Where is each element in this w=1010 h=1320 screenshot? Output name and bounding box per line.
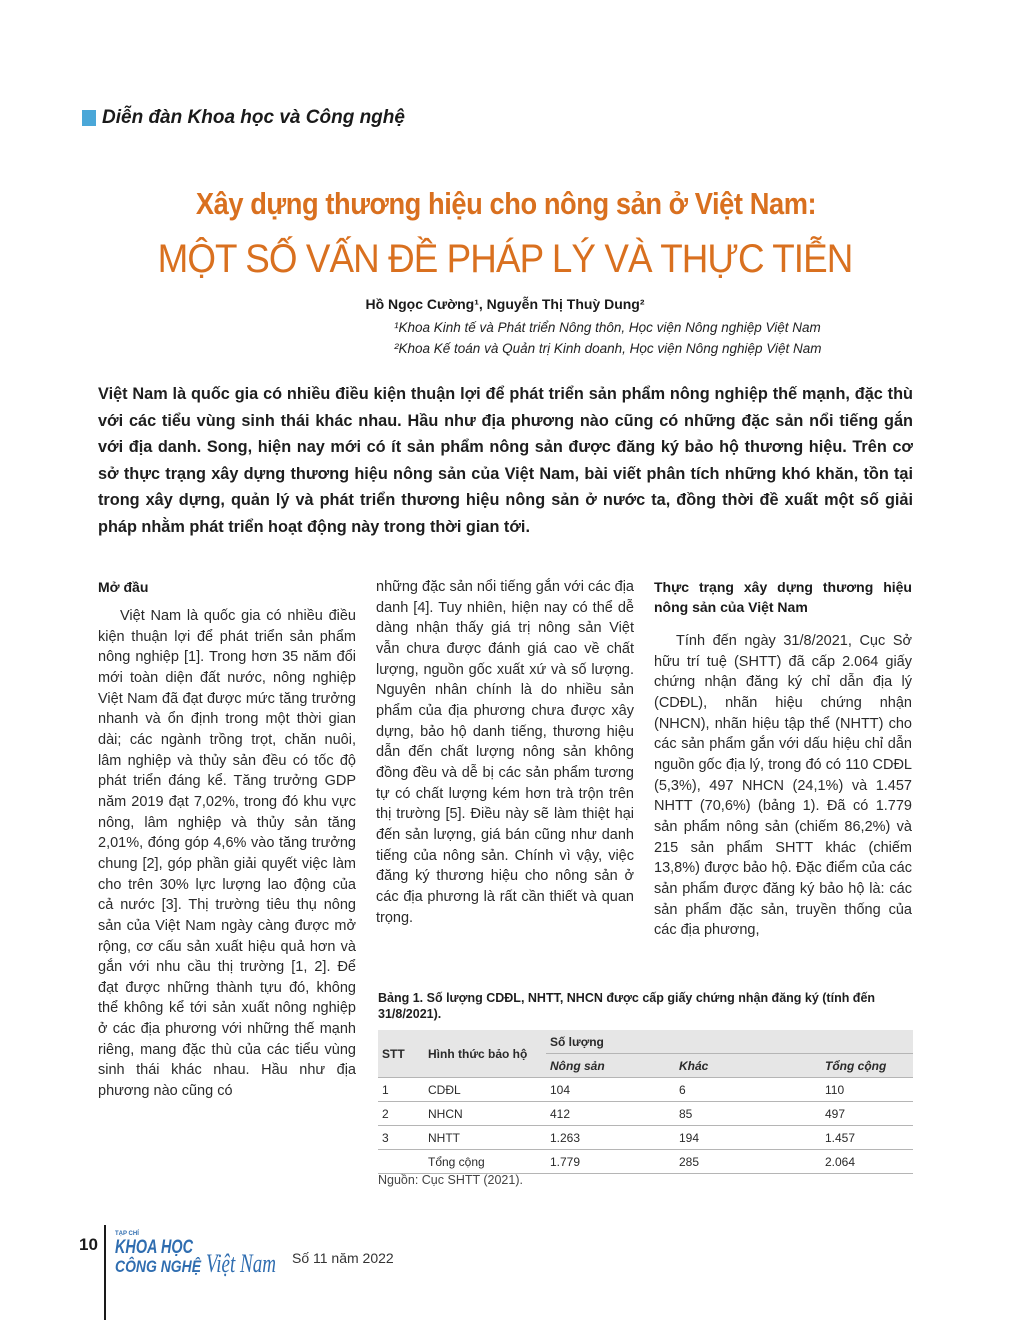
magazine-logo [114, 1228, 284, 1280]
column-3 [654, 577, 912, 941]
cell-other: 85 [675, 1102, 821, 1126]
article-title-line1: Xây dựng thương hiệu cho nông sản ở Việt Nam: [195, 186, 817, 221]
section-label: Diễn đàn Khoa học và Công nghệ [102, 107, 405, 128]
logo-line2: CÔNG NGHỆ [115, 1257, 202, 1276]
intro-heading: Mở đầu [98, 579, 149, 595]
cell-other: 194 [675, 1126, 821, 1150]
cell-total: 497 [821, 1102, 913, 1126]
table-total-row [378, 1150, 913, 1174]
table-row [378, 1126, 913, 1150]
logo-line1: KHOA HỌC [115, 1237, 194, 1258]
cell-form: NHCN [424, 1102, 546, 1126]
header-stt: STT [382, 1046, 405, 1061]
cell-stt: 1 [378, 1078, 424, 1102]
cell-agri: 1.263 [546, 1126, 675, 1150]
cell-form: NHTT [424, 1126, 546, 1150]
logo-script: Việt Nam [206, 1249, 276, 1278]
status-paragraph: Tính đến ngày 31/8/2021, Cục Sở hữu trí tuệ (SHTT) đã cấp 2.064 giấy chứng nhận đăng ký chỉ dẫn địa lý (CDĐL), nhãn hiệu chứng nhận (NHCN), nhãn hiệu tập thể (NHTT) cho các sản phẩm gắn với dấu hiệu chỉ dẫn nguồn gốc địa lý, trong đó có 110 CDĐL (5,3%), 497 NHCN (24,1%) và 1.457 NHTT (70,6%) (bảng 1). Đã có 1.779 sản phẩm nông sản (chiếm 86,2%) và 215 sản phẩm SHTT khác (chiếm 13,8%) được bảo hộ. Đặc điểm của các sản phẩm được đăng ký bảo hộ là: các sản phẩm đặc sản, truyền thống của các địa phương, [654, 633, 912, 939]
header-other: Khác [679, 1058, 709, 1073]
cell-agri: 412 [546, 1102, 675, 1126]
cell-other: 6 [675, 1078, 821, 1102]
cell-empty [378, 1150, 424, 1174]
abstract: Việt Nam là quốc gia có nhiều điều kiện thuận lợi để phát triển sản phẩm nông nghiệp thế mạnh, đặc thù với các tiểu vùng sinh thái khác nhau. Hầu như địa phương nào cũng có những đặc sản nổi tiếng gắn với địa danh. Song, hiện nay mới có ít sản phẩm nông sản được đăng ký bảo hộ thương hiệu. Trên cơ sở thực trạng xây dựng thương hiệu nông sản của Việt Nam, bài viết phân tích những khó khăn, tồn tại trong xây dựng, quản lý và phát triển thương hiệu nông sản ở nước ta, đồng thời đề xuất một số giải pháp nhằm phát triển hoạt động này trong thời gian tới. [98, 385, 913, 536]
table-row [378, 1102, 913, 1126]
cell-total: 110 [821, 1078, 913, 1102]
column-2-paragraph: những đặc sản nổi tiếng gắn với các địa danh [4]. Tuy nhiên, hiện nay có thể dễ dàng nhận thấy giá trị nông sản Việt vẫn chưa được đánh giá cao về chất lượng, nguồn gốc xuất xứ và số lượng. Nguyên nhân chính là do nhiều sản phẩm của địa phương chưa được xây dựng, bảo hộ danh tiếng, thương hiệu dẫn đến chất lượng nông sản không đồng đều và dễ bị các sản phẩm tương tự có chất lượng kém hơn trà trộn trên thị trường [5]. Điều này sẽ làm thiệt hại đến sản lượng, giá bán cũng như danh tiếng của nông sản. Chính vì vậy, việc đăng ký thương hiệu cho nông sản ở các địa phương là rất cần thiết và quan trọng. [376, 579, 634, 926]
logo-small-text: TẠP CHÍ [115, 1231, 139, 1237]
cell-agri: 104 [546, 1078, 675, 1102]
intro-paragraph: Việt Nam là quốc gia có nhiều điều kiện thuận lợi để phát triển sản phẩm nông nghiệp [1]. Trong hơn 35 năm đổi mới toàn diện đất nước, nông nghiệp Việt Nam đã đạt được mức tăng trưởng nhanh và ổn định trong một thời gian dài; các ngành trồng trọt, chăn nuôi, lâm nghiệp và thủy sản đều có tốc độ phát triển đáng kể. Tăng trưởng GDP năm 2019 đạt 7,02%, trong đó khu vực nông, lâm nghiệp và thủy sản tăng 2,01%, đóng góp 4,6% vào tăng trưởng chung [2], góp phần giải quyết việc làm cho trên 30% lực lượng lao động của cả nước [3]. Thị trường tiêu thụ nông sản của Việt Nam ngày càng được mở rộng, cơ cấu sản xuất hiệu quả hơn và gắn với nhu cầu thị trường [1, 2]. Để đạt được những thành tựu đó, không thể không kể tới sản xuất nông nghiệp ở các địa phương với những thế mạnh riêng, mang đặc thù của các tiểu vùng sinh thái khác nhau. Hầu như địa phương nào cũng có [98, 608, 356, 1100]
column-2 [376, 577, 634, 928]
cell-total: 2.064 [821, 1150, 913, 1174]
header-quantity: Số lượng [546, 1030, 913, 1054]
section-header [82, 107, 405, 129]
table-source: Nguồn: Cục SHTT (2021). [378, 1173, 523, 1187]
affiliation-1-text: ¹Khoa Kinh tế và Phát triển Nông thôn, Học viện Nông nghiệp Việt Nam [394, 320, 821, 335]
table-1 [378, 1030, 913, 1174]
authors: Hồ Ngọc Cường¹, Nguyễn Thị Thuỳ Dung² [365, 296, 645, 312]
table-caption: Bảng 1. Số lượng CDĐL, NHTT, NHCN được cấp giấy chứng nhận đăng ký (tính đến 31/8/2021). [378, 991, 876, 1021]
cell-total-label: Tổng cộng [424, 1150, 546, 1174]
status-heading: Thực trạng xây dựng thương hiệu nông sản của Việt Nam [654, 579, 912, 615]
cell-other: 285 [675, 1150, 821, 1174]
footer-divider [104, 1225, 106, 1320]
affiliation-2-text: ²Khoa Kế toán và Quản trị Kinh doanh, Học viện Nông nghiệp Việt Nam [394, 341, 822, 356]
issue-info: Số 11 năm 2022 [292, 1250, 394, 1266]
cell-total: 1.457 [821, 1126, 913, 1150]
cell-form: CDĐL [424, 1078, 546, 1102]
header-agri: Nông sản [550, 1058, 605, 1073]
cell-stt: 2 [378, 1102, 424, 1126]
header-total: Tổng cộng [825, 1058, 887, 1073]
affiliation-2 [60, 341, 950, 356]
affiliation-1 [60, 320, 950, 335]
section-marker [82, 110, 96, 126]
page-number: 10 [79, 1235, 98, 1254]
header-form: Hình thức bảo hộ [428, 1046, 528, 1061]
cell-stt: 3 [378, 1126, 424, 1150]
cell-agri: 1.779 [546, 1150, 675, 1174]
article-title-line2: MỘT SỐ VẤN ĐỀ PHÁP LÝ VÀ THỰC TIỄN [157, 237, 853, 281]
table-row [378, 1078, 913, 1102]
column-1 [98, 577, 356, 1102]
